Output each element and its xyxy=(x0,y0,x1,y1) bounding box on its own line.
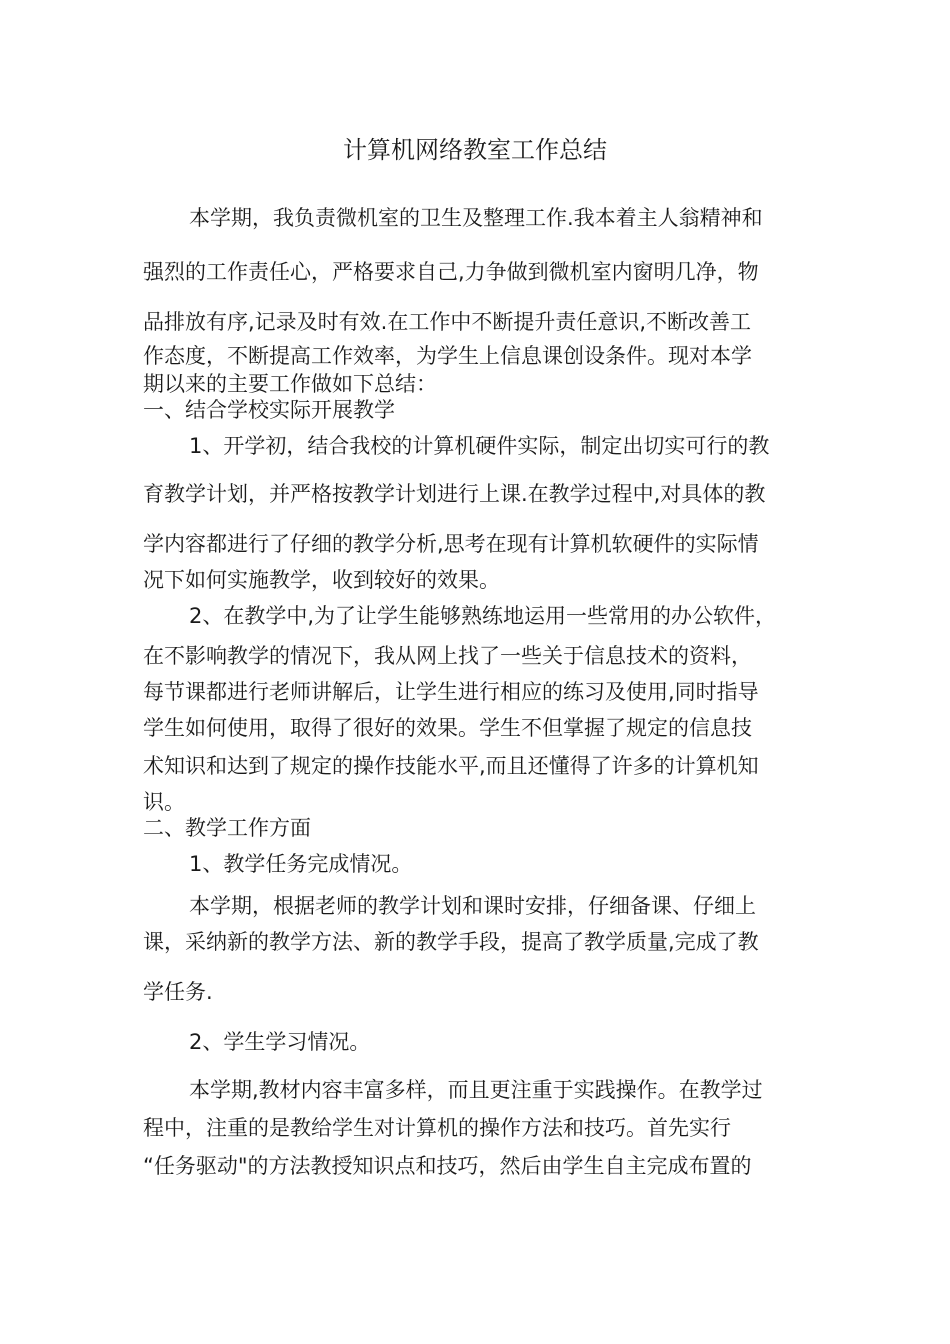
paragraph-line: 程中，注重的是教给学生对计算机的操作方法和技巧。首先实行 xyxy=(143,1116,731,1140)
paragraph-line: 每节课都进行老师讲解后，让学生进行相应的练习及使用,同时指导 xyxy=(143,680,759,704)
paragraph-line: 本学期，根据老师的教学计划和课时安排，仔细备课、仔细上 xyxy=(189,894,756,918)
paragraph-line: 识。 xyxy=(143,790,185,814)
section-heading: 一、结合学校实际开展教学 xyxy=(143,398,395,422)
paragraph-line: 作态度，不断提高工作效率，为学生上信息课创设条件。现对本学 xyxy=(143,344,752,368)
paragraph-line: 本学期,教材内容丰富多样，而且更注重于实践操作。在教学过 xyxy=(189,1078,763,1102)
paragraph-line: 品排放有序,记录及时有效.在工作中不断提升责任意识,不断改善工 xyxy=(143,310,752,334)
paragraph-line: 育教学计划，并严格按教学计划进行上课.在教学过程中,对具体的教 xyxy=(143,482,766,506)
paragraph-line: “任务驱动"的方法教授知识点和技巧，然后由学生自主完成布置的 xyxy=(143,1154,752,1178)
section-heading: 二、教学工作方面 xyxy=(143,816,311,840)
subsection-heading: 1、教学任务完成情况。 xyxy=(189,852,413,876)
paragraph-line: 期以来的主要工作做如下总结： xyxy=(143,372,437,396)
paragraph-line: 学任务. xyxy=(143,980,213,1004)
paragraph-line: 1、开学初，结合我校的计算机硬件实际，制定出切实可行的教 xyxy=(189,434,770,458)
paragraph-line: 术知识和达到了规定的操作技能水平,而且还懂得了许多的计算机知 xyxy=(143,754,759,778)
paragraph-line: 学生如何使用，取得了很好的效果。学生不但掌握了规定的信息技 xyxy=(143,716,752,740)
paragraph-line: 在不影响教学的情况下，我从网上找了一些关于信息技术的资料， xyxy=(143,644,752,668)
paragraph-line: 课，采纳新的教学方法、新的教学手段，提高了教学质量,完成了教 xyxy=(143,930,759,954)
subsection-heading: 2、学生学习情况。 xyxy=(189,1030,371,1054)
document-title: 计算机网络教室工作总结 xyxy=(343,136,607,164)
paragraph-line: 本学期，我负责微机室的卫生及整理工作.我本着主人翁精神和 xyxy=(189,206,763,230)
paragraph-line: 2、在教学中,为了让学生能够熟练地运用一些常用的办公软件， xyxy=(189,604,777,628)
paragraph-line: 学内容都进行了仔细的教学分析,思考在现有计算机软硬件的实际情 xyxy=(143,532,759,556)
paragraph-line: 强烈的工作责任心，严格要求自己,力争做到微机室内窗明几净，物 xyxy=(143,260,759,284)
paragraph-line: 况下如何实施教学，收到较好的效果。 xyxy=(143,568,500,592)
